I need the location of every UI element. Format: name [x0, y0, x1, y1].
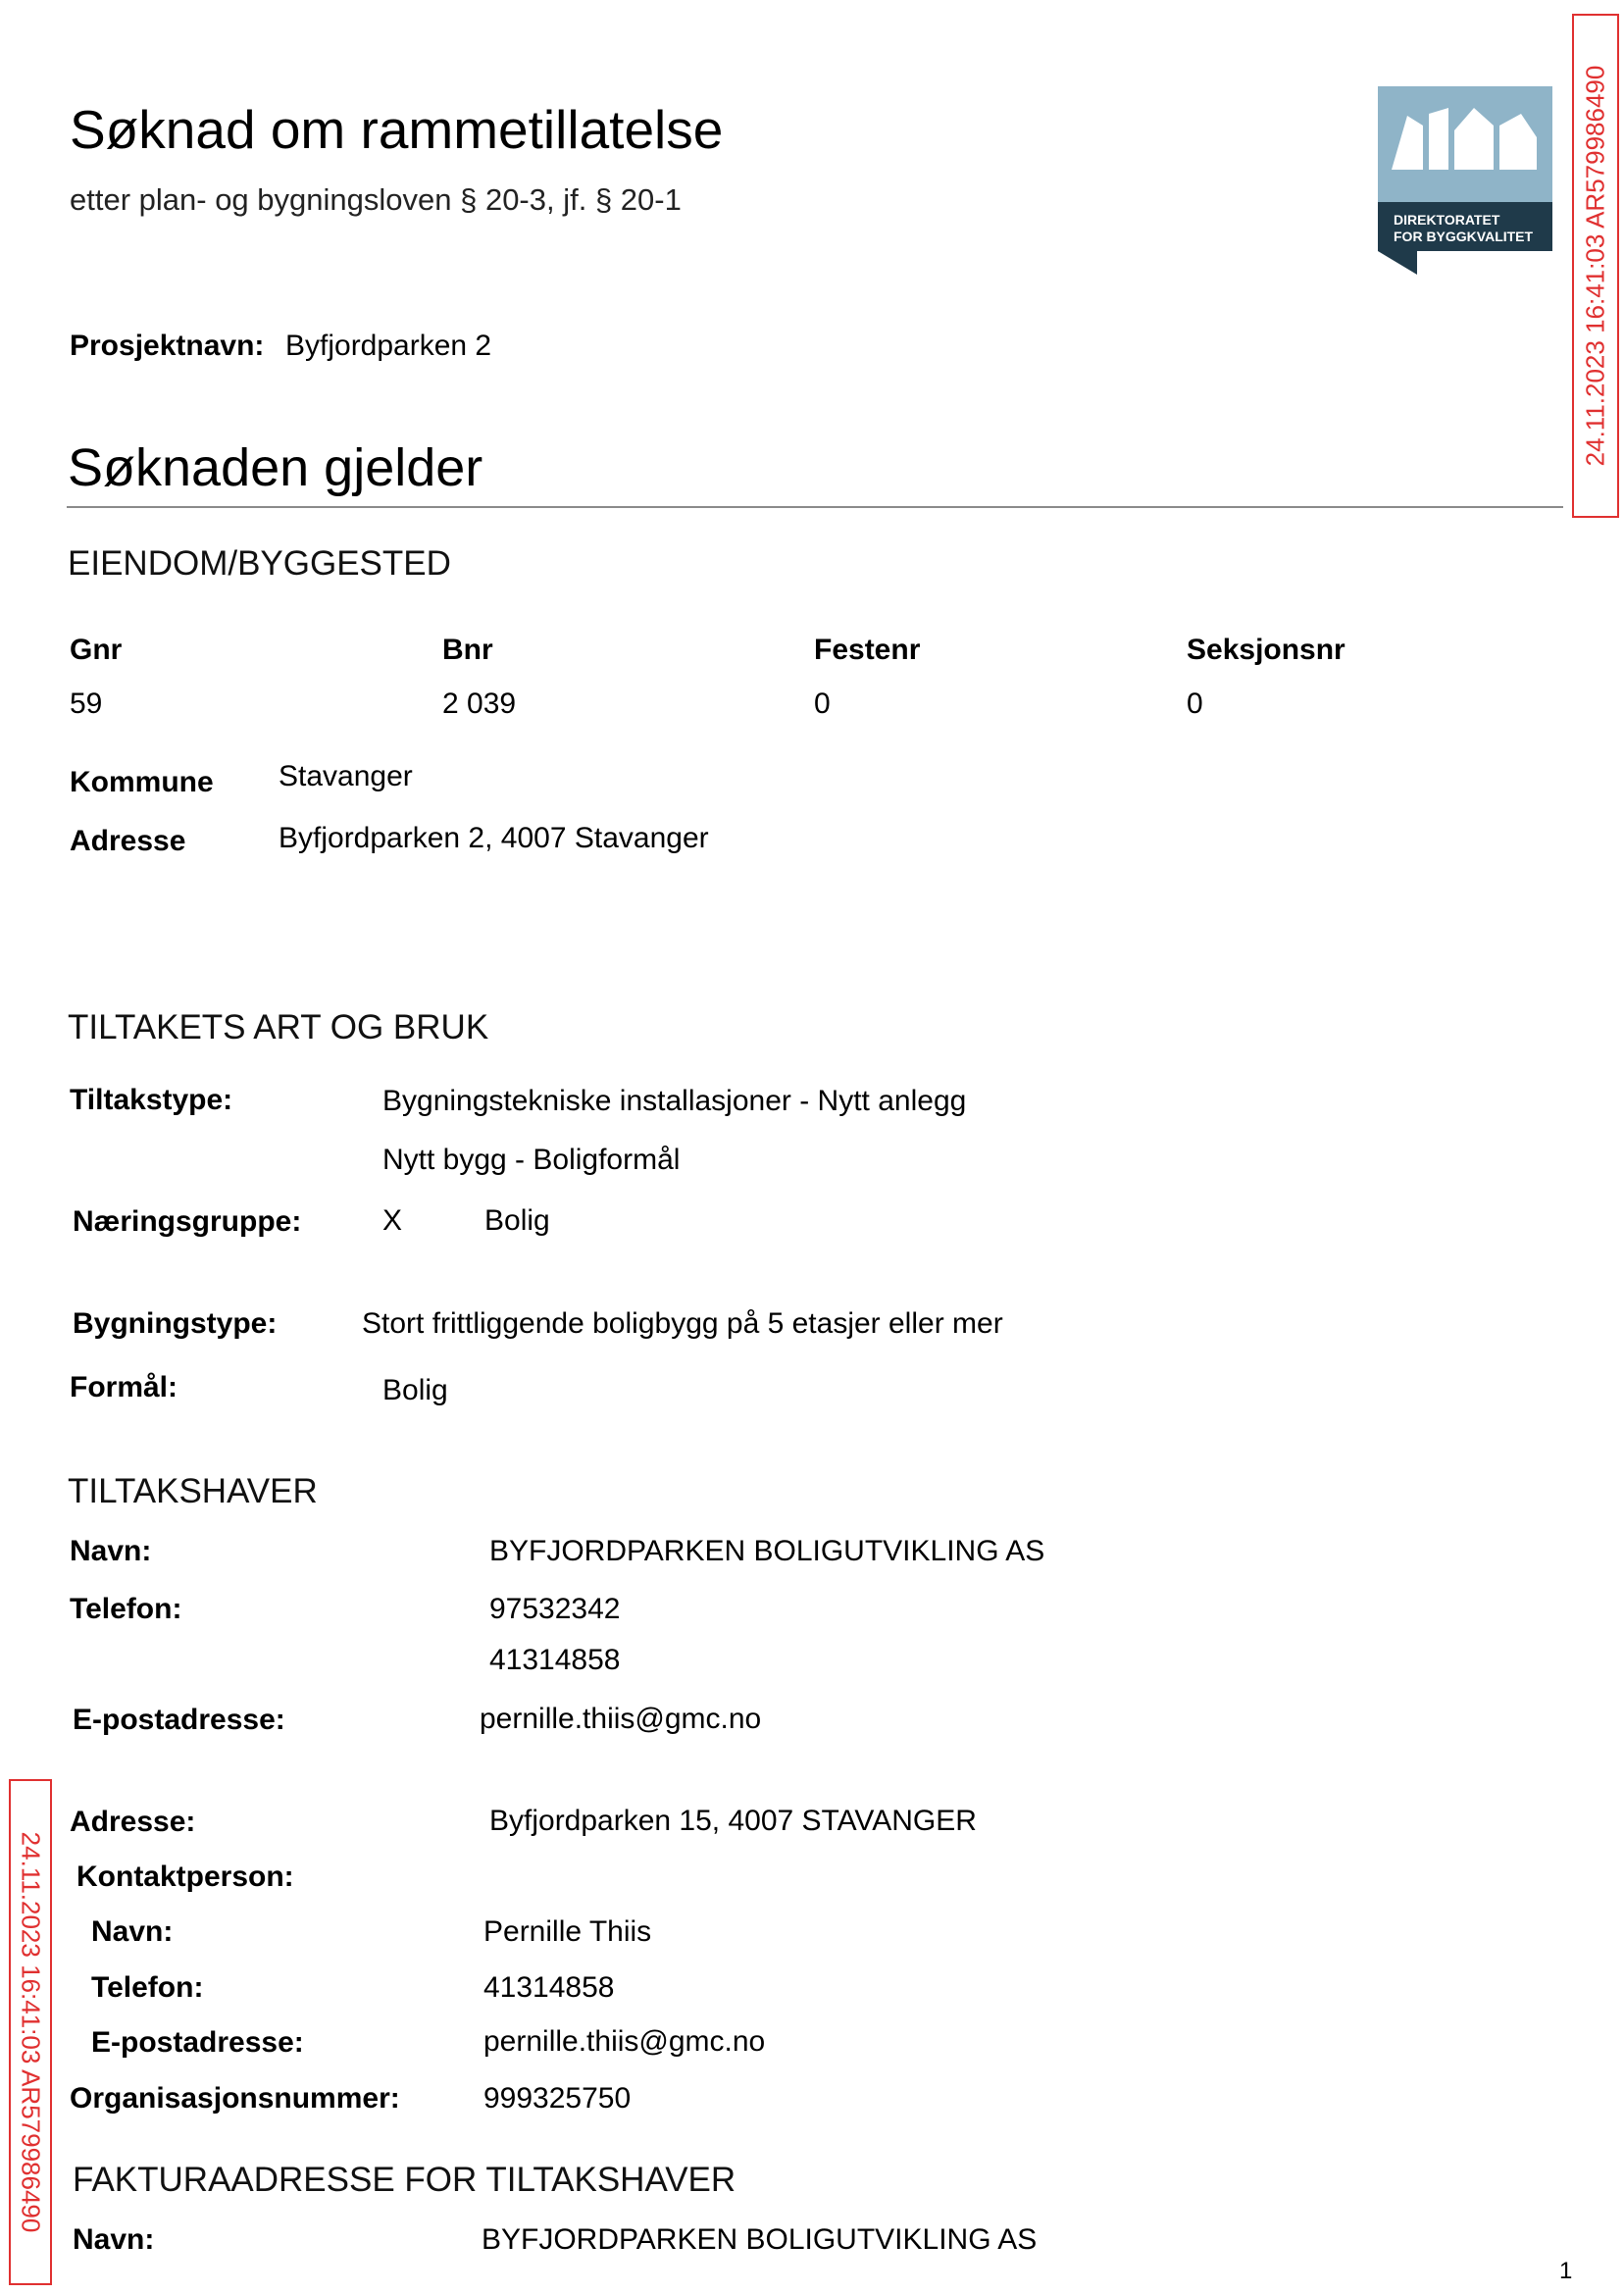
- kommune-label: Kommune: [70, 766, 214, 798]
- kommune-value: Stavanger: [279, 760, 413, 792]
- naeringsgruppe-value: Bolig: [484, 1204, 550, 1237]
- kontaktperson-label: Kontaktperson:: [76, 1861, 294, 1893]
- kontakt-telefon-value: 41314858: [483, 1971, 615, 2004]
- section-title: Søknaden gjelder: [68, 438, 483, 497]
- gnr-label: Gnr: [70, 634, 123, 666]
- telefon-value: 97532342: [489, 1593, 621, 1625]
- adresse-value: Byfjordparken 2, 4007 Stavanger: [279, 822, 709, 854]
- logo-text-1: DIREKTORATET: [1394, 212, 1500, 228]
- logo-text-2: FOR BYGGKVALITET: [1394, 229, 1534, 244]
- seksjonsnr-label: Seksjonsnr: [1187, 634, 1345, 666]
- tiltakshaver-heading: TILTAKSHAVER: [68, 1472, 318, 1510]
- kontakt-epost-label: E-postadresse:: [91, 2026, 304, 2059]
- tiltakshaver-adresse-value: Byfjordparken 15, 4007 STAVANGER: [489, 1805, 977, 1837]
- festenr-value: 0: [814, 688, 831, 720]
- page-title: Søknad om rammetillatelse: [70, 99, 724, 160]
- stamp-text: 24.11.2023 16:41:03 AR579986490: [1580, 65, 1610, 467]
- tiltakstype-value: Bygningstekniske installasjoner - Nytt anlegg: [382, 1085, 967, 1117]
- bnr-value: 2 039: [442, 688, 517, 720]
- festenr-label: Festenr: [814, 634, 921, 666]
- formal-value: Bolig: [382, 1374, 448, 1406]
- navn-value: BYFJORDPARKEN BOLIGUTVIKLING AS: [489, 1535, 1045, 1567]
- kontakt-epost-value: pernille.thiis@gmc.no: [483, 2025, 766, 2058]
- faktura-navn-value: BYFJORDPARKEN BOLIGUTVIKLING AS: [482, 2223, 1038, 2256]
- bnr-label: Bnr: [442, 634, 493, 666]
- gnr-value: 59: [70, 688, 103, 720]
- epost-value: pernille.thiis@gmc.no: [480, 1703, 762, 1735]
- project-value: Byfjordparken 2: [285, 330, 492, 362]
- naeringsgruppe-label: Næringsgruppe:: [73, 1205, 302, 1238]
- page-subtitle: etter plan- og bygningsloven § 20-3, jf. § 20-1: [70, 182, 682, 217]
- bygningstype-value: Stort frittliggende boligbygg på 5 etasjer eller mer: [362, 1307, 1003, 1340]
- seksjonsnr-value: 0: [1187, 688, 1203, 720]
- bygningstype-label: Bygningstype:: [73, 1307, 278, 1340]
- naeringsgruppe-code: X: [382, 1204, 403, 1237]
- archive-stamp-bottom: [9, 1779, 52, 2285]
- property-heading: EIENDOM/BYGGESTED: [68, 544, 451, 583]
- kontakt-navn-label: Navn:: [91, 1915, 174, 1948]
- formal-label: Formål:: [70, 1371, 178, 1403]
- kontakt-navn-value: Pernille Thiis: [483, 1915, 652, 1948]
- project-label: Prosjektnavn:: [70, 330, 265, 362]
- adresse-label: Adresse: [70, 825, 186, 857]
- stamp-text: 24.11.2023 16:41:03 AR579986490: [16, 1831, 46, 2233]
- section-divider: [67, 506, 1563, 508]
- tiltakshaver-adresse-label: Adresse:: [70, 1806, 196, 1838]
- epost-label: E-postadresse:: [73, 1704, 285, 1736]
- faktura-heading: FAKTURAADRESSE FOR TILTAKSHAVER: [73, 2161, 736, 2199]
- dibk-logo: [1378, 86, 1552, 275]
- telefon-value: 41314858: [489, 1644, 621, 1676]
- tiltak-heading: TILTAKETS ART OG BRUK: [68, 1008, 489, 1046]
- kontakt-telefon-label: Telefon:: [91, 1971, 204, 2004]
- page-number: 1: [1559, 2258, 1573, 2284]
- telefon-label: Telefon:: [70, 1593, 182, 1625]
- faktura-navn-label: Navn:: [73, 2223, 155, 2256]
- tiltakstype-label: Tiltakstype:: [70, 1084, 233, 1116]
- navn-label: Navn:: [70, 1535, 152, 1567]
- archive-stamp-top: [1572, 14, 1619, 518]
- orgnr-label: Organisasjonsnummer:: [70, 2082, 400, 2115]
- orgnr-value: 999325750: [483, 2082, 632, 2115]
- tiltakstype-value: Nytt bygg - Boligformål: [382, 1144, 681, 1176]
